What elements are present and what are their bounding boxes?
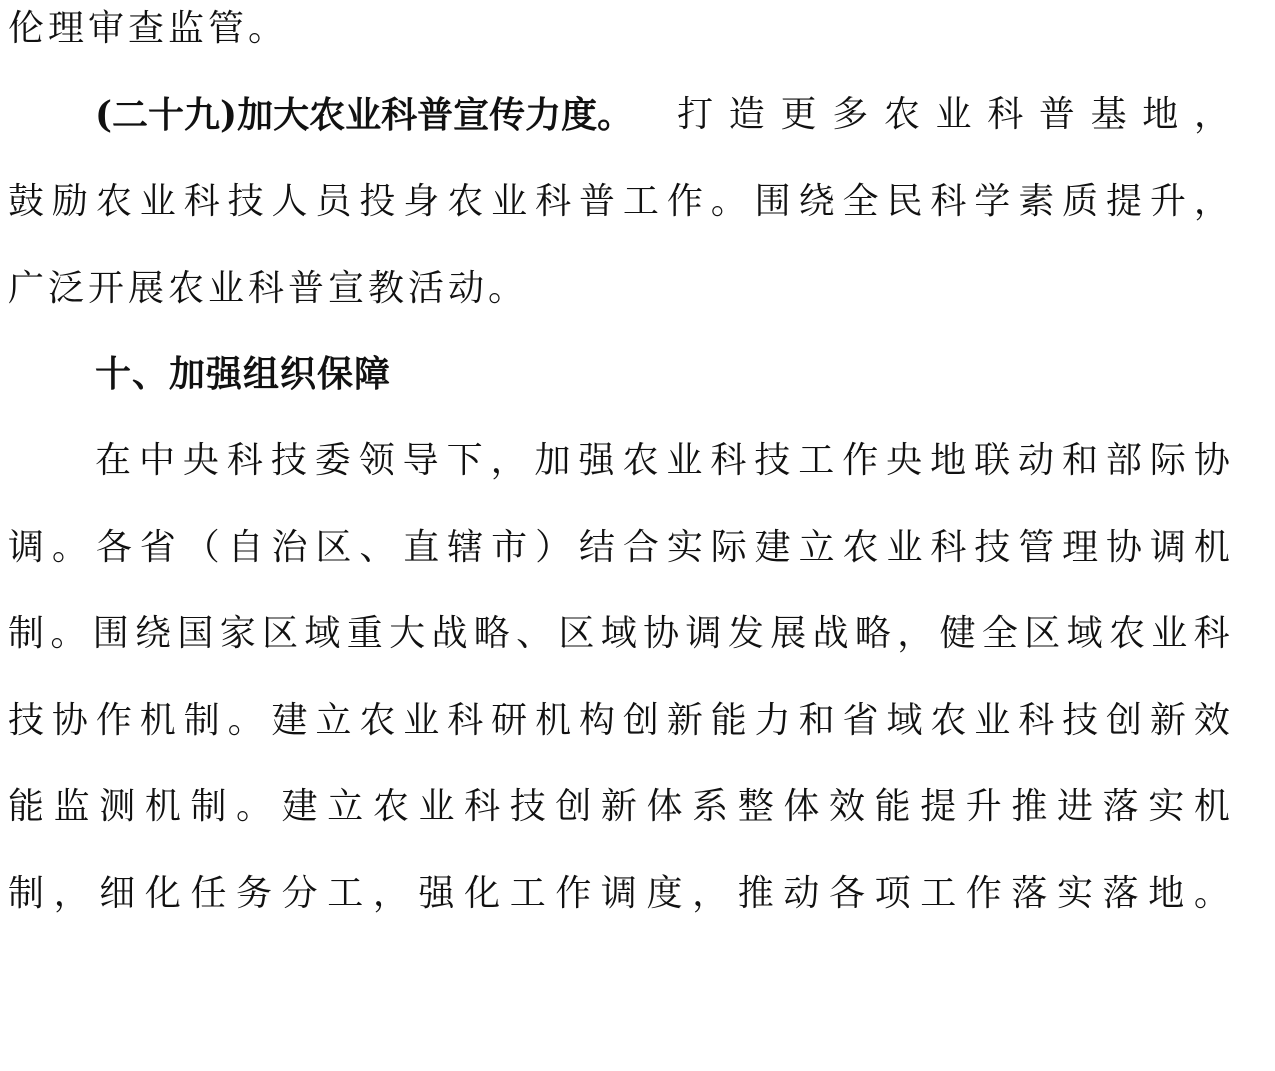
text-char: 分 (281, 873, 318, 914)
text-char: 加 (534, 440, 571, 481)
text-char: 制 (8, 613, 45, 654)
text-char: 实 (1057, 873, 1094, 914)
text-char: 人 (271, 181, 308, 222)
text-char: 基 (1090, 94, 1127, 135)
text-char: 农 (1108, 613, 1145, 654)
text-char: 机 (144, 786, 181, 827)
text-char: 落 (1102, 786, 1139, 827)
text-char: 效 (828, 786, 865, 827)
text-char: 技 (270, 440, 307, 481)
text-char: 普 (1038, 94, 1075, 135)
text-char: 系 (692, 786, 729, 827)
text-char: 新 (600, 786, 637, 827)
text-char: 市 (491, 527, 528, 568)
text-char: 机 (1193, 786, 1230, 827)
paragraph-line-2 (95, 90, 1230, 140)
text-char: 力 (754, 700, 791, 741)
text-char: 省 (139, 527, 176, 568)
text-char: 各 (95, 527, 132, 568)
text-char: 工 (920, 873, 957, 914)
text-char: 全 (981, 613, 1018, 654)
text-char: 作 (555, 873, 592, 914)
text-char: 升 (965, 786, 1002, 827)
paragraph-line-3 (8, 177, 1230, 227)
text-char: 家 (219, 613, 256, 654)
text-char: 理 (1062, 527, 1099, 568)
text-char: 科 (447, 700, 484, 741)
text-char: 化 (464, 873, 501, 914)
text-char: 农 (359, 700, 396, 741)
line-text: 广泛开展农业科普宣教活动。 (8, 268, 529, 309)
text-char: 民 (886, 181, 923, 222)
text-char: 身 (403, 181, 440, 222)
text-char: 能 (874, 786, 911, 827)
text-char: 细 (99, 873, 136, 914)
text-char: 科 (226, 440, 263, 481)
text-char: 区 (1024, 613, 1061, 654)
text-char: 战 (431, 613, 468, 654)
text-char: 能 (8, 786, 45, 827)
text-char: 工 (798, 440, 835, 481)
text-char: 协 (1193, 440, 1230, 481)
text-char: 构 (578, 700, 615, 741)
text-char: 作 (666, 181, 703, 222)
text-char: 实 (1148, 786, 1185, 827)
text-char: 农 (622, 440, 659, 481)
text-char: 全 (842, 181, 879, 222)
text-char: 监 (53, 786, 90, 827)
text-char: 、 (516, 613, 553, 654)
paragraph-line-10 (8, 782, 1230, 832)
text-char: 创 (555, 786, 592, 827)
text-char: 领 (358, 440, 395, 481)
text-char: 农 (447, 181, 484, 222)
text-char: 技 (8, 700, 45, 741)
text-char: 业 (418, 786, 455, 827)
text-char: 动 (1018, 440, 1055, 481)
section-10-heading (95, 350, 1230, 400)
text-char: 协 (1106, 527, 1143, 568)
text-char: 技 (1062, 700, 1099, 741)
text-char: 协 (51, 700, 88, 741)
text-char: 新 (666, 700, 703, 741)
text-char: 协 (643, 613, 680, 654)
text-char: 直 (403, 527, 440, 568)
text-char: 。 (1193, 873, 1230, 914)
text-char: 科 (183, 181, 220, 222)
text-char: 。 (50, 613, 87, 654)
text-char: 地 (1148, 873, 1185, 914)
text-char: 区 (262, 613, 299, 654)
text-char: 业 (935, 94, 972, 135)
text-char: 员 (315, 181, 352, 222)
text-char: 合 (622, 527, 659, 568)
heading-text: 十、加强组织保障 (95, 354, 392, 395)
text-char: 下 (446, 440, 483, 481)
paragraph-line-7 (8, 523, 1230, 573)
text-char: 创 (622, 700, 659, 741)
text-char: 工 (622, 181, 659, 222)
text-char: 落 (1011, 873, 1048, 914)
text-char: ， (1193, 94, 1230, 135)
text-char: 大 (389, 613, 426, 654)
text-char: 省 (842, 700, 879, 741)
text-char: 域 (1066, 613, 1103, 654)
text-char: 调 (8, 527, 45, 568)
text-char: 业 (491, 181, 528, 222)
text-char: 管 (1018, 527, 1055, 568)
text-char: 造 (728, 94, 765, 135)
text-char: 部 (1105, 440, 1142, 481)
text-char: 工 (509, 873, 546, 914)
text-char: 机 (139, 700, 176, 741)
text-char: 鼓 (8, 181, 45, 222)
text-char: 研 (491, 700, 528, 741)
text-char: 创 (1106, 700, 1143, 741)
paragraph-line-11 (8, 869, 1230, 919)
text-char: ， (490, 440, 527, 481)
line-text: 伦理审查监管。 (8, 8, 289, 49)
text-char: 质 (1062, 181, 1099, 222)
text-char: 提 (1106, 181, 1143, 222)
text-char: 地 (1142, 94, 1179, 135)
text-char: 结 (578, 527, 615, 568)
text-char: 和 (1061, 440, 1098, 481)
text-char: 业 (666, 440, 703, 481)
text-char: 业 (886, 527, 923, 568)
text-char: 调 (685, 613, 722, 654)
text-char: 任 (190, 873, 227, 914)
text-char: 绕 (798, 181, 835, 222)
text-char: 。 (710, 181, 747, 222)
text-char: 落 (1102, 873, 1139, 914)
text-char: 工 (327, 873, 364, 914)
text-char: 推 (1011, 786, 1048, 827)
text-char: ， (372, 873, 409, 914)
text-char: 作 (842, 440, 879, 481)
text-char: 科 (464, 786, 501, 827)
text-char: 调 (600, 873, 637, 914)
paragraph-line-4 (8, 264, 1230, 314)
text-char: 在 (95, 440, 132, 481)
text-char: 自 (227, 527, 264, 568)
text-char: 业 (403, 700, 440, 741)
text-char: 调 (1149, 527, 1186, 568)
text-char: 机 (535, 700, 572, 741)
text-char: 强 (418, 873, 455, 914)
text-char: 升 (1149, 181, 1186, 222)
text-char: 技 (509, 786, 546, 827)
text-char: 域 (600, 613, 637, 654)
text-char: 发 (727, 613, 764, 654)
text-char: 略 (473, 613, 510, 654)
text-char: 体 (783, 786, 820, 827)
text-char: 技 (754, 440, 791, 481)
paragraph-line-6 (95, 436, 1230, 486)
text-char: 地 (930, 440, 967, 481)
text-char: 国 (177, 613, 214, 654)
text-char: 业 (1151, 613, 1188, 654)
text-char: 业 (974, 700, 1011, 741)
text-char: 央 (182, 440, 219, 481)
text-char: ） (535, 527, 572, 568)
text-char: 务 (236, 873, 273, 914)
text-char: 项 (874, 873, 911, 914)
text-char: 围 (92, 613, 129, 654)
text-char: 导 (402, 440, 439, 481)
text-char: 打 (677, 94, 714, 135)
text-char: 更 (780, 94, 817, 135)
text-char: 央 (886, 440, 923, 481)
text-char: 进 (1057, 786, 1094, 827)
text-char: 业 (139, 181, 176, 222)
text-char: 联 (974, 440, 1011, 481)
text-char: 科 (1018, 700, 1055, 741)
text-char: 展 (770, 613, 807, 654)
text-char: 科 (535, 181, 572, 222)
text-char: 效 (1193, 700, 1230, 741)
text-char: 农 (95, 181, 132, 222)
text-char: 立 (315, 700, 352, 741)
text-char: 科 (1193, 613, 1230, 654)
text-char: 际 (710, 527, 747, 568)
text-char: 机 (1193, 527, 1230, 568)
text-char: 。 (227, 700, 264, 741)
paragraph-line-9 (8, 696, 1230, 746)
text-char: 多 (832, 94, 869, 135)
text-char: ， (53, 873, 90, 914)
text-char: 作 (95, 700, 132, 741)
text-char: 农 (883, 94, 920, 135)
text-char: 辖 (447, 527, 484, 568)
text-char: 测 (99, 786, 136, 827)
paragraph-line-1 (8, 4, 1230, 54)
text-char: 建 (281, 786, 318, 827)
text-char: 农 (372, 786, 409, 827)
text-char: 。 (236, 786, 273, 827)
text-char: 委 (314, 440, 351, 481)
text-char: 治 (271, 527, 308, 568)
text-char: 、 (359, 527, 396, 568)
text-char: 略 (854, 613, 891, 654)
text-char: 。 (51, 527, 88, 568)
text-char: 各 (828, 873, 865, 914)
text-char: 制 (190, 786, 227, 827)
text-char: 健 (939, 613, 976, 654)
text-char: 科 (987, 94, 1024, 135)
text-char: 素 (1018, 181, 1055, 222)
text-char: （ (183, 527, 220, 568)
text-char: 重 (346, 613, 383, 654)
text-char: 体 (646, 786, 683, 827)
text-char: ， (1193, 181, 1230, 222)
text-char: 围 (754, 181, 791, 222)
text-char: ， (897, 613, 934, 654)
text-char: 强 (578, 440, 615, 481)
text-char: 制 (8, 873, 45, 914)
paragraph-line-8 (8, 609, 1230, 659)
text-char: 作 (965, 873, 1002, 914)
text-char: 化 (144, 873, 181, 914)
text-char: 推 (737, 873, 774, 914)
text-char: 技 (227, 181, 264, 222)
text-char: 中 (138, 440, 175, 481)
text-char: 励 (51, 181, 88, 222)
text-char: 际 (1149, 440, 1186, 481)
text-char: 新 (1149, 700, 1186, 741)
text-char: 投 (359, 181, 396, 222)
text-char: 整 (737, 786, 774, 827)
text-char: 战 (812, 613, 849, 654)
text-char: ， (692, 873, 729, 914)
text-char: 实 (666, 527, 703, 568)
line-text (677, 90, 1230, 140)
text-char: 绕 (135, 613, 172, 654)
text-char: 域 (304, 613, 341, 654)
text-char: 技 (974, 527, 1011, 568)
text-char: 学 (974, 181, 1011, 222)
text-char: 科 (930, 181, 967, 222)
text-char: 域 (886, 700, 923, 741)
text-char: 动 (783, 873, 820, 914)
text-char: 制 (183, 700, 220, 741)
text-char: 科 (930, 527, 967, 568)
text-char: 建 (754, 527, 791, 568)
text-char: 农 (842, 527, 879, 568)
text-char: 区 (558, 613, 595, 654)
text-char: 区 (315, 527, 352, 568)
text-char: 立 (327, 786, 364, 827)
text-char: 普 (578, 181, 615, 222)
text-char: 科 (710, 440, 747, 481)
text-char: 提 (920, 786, 957, 827)
text-char: 建 (271, 700, 308, 741)
text-char: 和 (798, 700, 835, 741)
text-char: 农 (930, 700, 967, 741)
text-char: 度 (646, 873, 683, 914)
text-char: 能 (710, 700, 747, 741)
text-char: 立 (798, 527, 835, 568)
section-29-heading: (二十九)加大农业科普宣传力度。 (95, 94, 634, 136)
